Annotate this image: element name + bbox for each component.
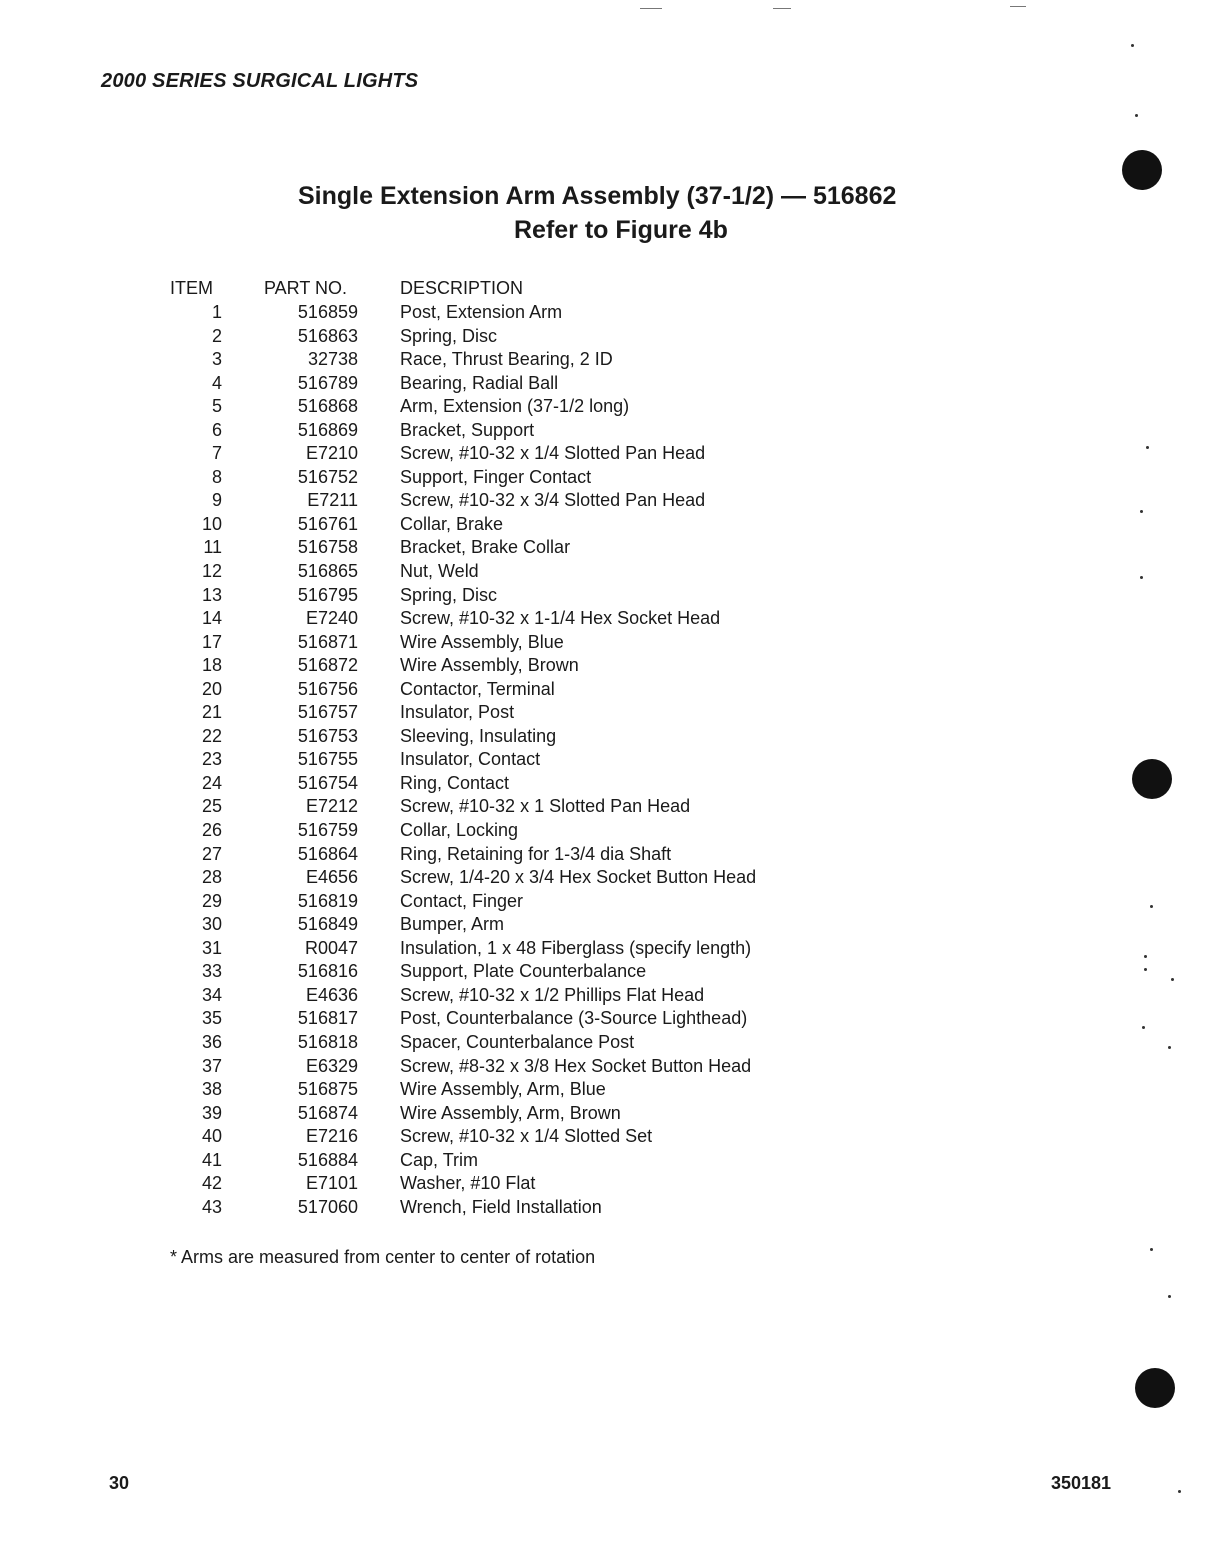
scan-speck	[1144, 955, 1147, 958]
document-number: 350181	[1051, 1473, 1112, 1493]
part-number: 516863	[297, 325, 358, 346]
item-number: 34	[201, 984, 222, 1005]
part-description: Bracket, Support	[400, 419, 535, 440]
scan-artifact	[773, 8, 791, 9]
part-number: 516761	[297, 513, 358, 534]
part-number: 516757	[297, 702, 358, 723]
item-number: 20	[201, 678, 222, 699]
item-number: 9	[211, 490, 222, 511]
part-number: 516754	[297, 772, 358, 793]
part-number: E7211	[307, 490, 358, 511]
part-description: Race, Thrust Bearing, 2 ID	[400, 349, 613, 370]
part-number: 516875	[297, 1079, 358, 1100]
part-number: 516871	[297, 631, 358, 652]
part-description: Screw, #10-32 x 3/4 Slotted Pan Head	[400, 490, 706, 511]
item-number: 2	[211, 325, 222, 346]
page-number: 30	[109, 1473, 130, 1493]
part-number: 516816	[297, 961, 358, 982]
part-description: Spring, Disc	[400, 325, 498, 346]
part-description: Contactor, Terminal	[400, 678, 555, 699]
part-number: 516872	[297, 655, 358, 676]
part-number: 516865	[297, 561, 358, 582]
part-description: Screw, #8-32 x 3/8 Hex Socket Button Head	[400, 1055, 752, 1076]
item-number: 40	[201, 1126, 222, 1147]
scan-speck	[1178, 1490, 1181, 1493]
item-number: 10	[201, 513, 222, 534]
part-number: R0047	[304, 937, 358, 958]
part-description: Wire Assembly, Arm, Brown	[400, 1102, 621, 1123]
item-number: 12	[201, 561, 222, 582]
footnote: * Arms are measured from center to center of rotation	[170, 1247, 596, 1267]
punch-hole-top	[1122, 150, 1162, 190]
part-description: Sleeving, Insulating	[400, 725, 557, 746]
item-number: 37	[201, 1055, 222, 1076]
part-number: 516817	[297, 1008, 358, 1029]
part-number: E4656	[305, 867, 358, 888]
part-description: Screw, #10-32 x 1 Slotted Pan Head	[400, 796, 691, 817]
part-description: Arm, Extension (37-1/2 long)	[400, 396, 630, 417]
part-number: E4636	[305, 984, 358, 1005]
item-number: 25	[201, 796, 222, 817]
scan-artifact	[1010, 6, 1026, 7]
part-description: Screw, 1/4-20 x 3/4 Hex Socket Button Head	[400, 867, 757, 888]
column-header-item: ITEM	[170, 278, 213, 298]
part-number: E7212	[305, 796, 358, 817]
part-number: E7216	[305, 1126, 358, 1147]
part-number: 516789	[297, 372, 358, 393]
part-number: 516755	[297, 749, 358, 770]
item-number: 13	[201, 584, 222, 605]
part-description: Insulation, 1 x 48 Fiberglass (specify length)	[400, 937, 752, 958]
scan-speck	[1171, 978, 1174, 981]
item-number: 41	[201, 1149, 222, 1170]
part-number: 516758	[297, 537, 358, 558]
title-line-figure-reference: Refer to Figure 4b	[514, 216, 728, 244]
part-number: 517060	[297, 1196, 358, 1217]
part-description: Collar, Brake	[400, 513, 504, 534]
running-header: 2000 SERIES SURGICAL LIGHTS	[101, 70, 419, 92]
item-number: 14	[201, 608, 222, 629]
item-number: 31	[201, 937, 222, 958]
part-description: Bearing, Radial Ball	[400, 372, 559, 393]
part-number: 516753	[297, 725, 358, 746]
part-description: Post, Extension Arm	[400, 302, 563, 322]
item-number: 21	[201, 702, 222, 723]
scan-artifact	[640, 8, 662, 9]
part-number: 516819	[297, 890, 358, 911]
part-description: Collar, Locking	[400, 820, 519, 841]
part-number: E6329	[305, 1055, 358, 1076]
part-number: 516849	[297, 914, 358, 935]
scan-speck	[1168, 1046, 1171, 1049]
part-number: 516869	[297, 419, 358, 440]
part-description: Support, Plate Counterbalance	[400, 961, 647, 982]
item-number: 42	[201, 1173, 222, 1194]
part-number: 516795	[297, 584, 358, 605]
part-description: Contact, Finger	[400, 890, 524, 911]
part-number: E7101	[305, 1173, 358, 1194]
part-description: Wire Assembly, Brown	[400, 655, 579, 676]
punch-hole-bottom	[1135, 1368, 1175, 1408]
item-number: 7	[211, 443, 222, 464]
item-number: 26	[201, 820, 222, 841]
part-description: Spring, Disc	[400, 584, 498, 605]
part-number: 516859	[297, 302, 358, 322]
scan-speck	[1168, 1295, 1171, 1298]
scan-speck	[1150, 905, 1153, 908]
column-header-part-no: PART NO.	[264, 278, 348, 298]
part-description: Bumper, Arm	[400, 914, 505, 935]
part-number: E7240	[305, 608, 358, 629]
part-description: Washer, #10 Flat	[400, 1173, 536, 1194]
item-number: 17	[201, 631, 222, 652]
part-description: Screw, #10-32 x 1/4 Slotted Set	[400, 1126, 653, 1147]
column-header-description: DESCRIPTION	[400, 278, 524, 298]
scan-speck	[1150, 1248, 1153, 1251]
part-number: 516756	[297, 678, 358, 699]
part-description: Cap, Trim	[400, 1149, 479, 1170]
scan-speck	[1135, 114, 1138, 117]
part-number: 516884	[297, 1149, 358, 1170]
part-number: 516752	[297, 466, 358, 487]
item-number: 4	[211, 372, 222, 393]
punch-hole-middle	[1132, 759, 1172, 799]
item-number: 5	[211, 396, 222, 417]
scan-speck	[1142, 1026, 1145, 1029]
part-description: Spacer, Counterbalance Post	[400, 1031, 635, 1052]
part-description: Bracket, Brake Collar	[400, 537, 571, 558]
item-number: 11	[203, 537, 222, 558]
part-description: Wire Assembly, Arm, Blue	[400, 1079, 606, 1100]
item-number: 24	[201, 772, 222, 793]
item-number: 23	[201, 749, 222, 770]
item-number: 33	[201, 961, 222, 982]
item-number: 1	[211, 302, 222, 322]
part-description: Screw, #10-32 x 1/4 Slotted Pan Head	[400, 443, 706, 464]
item-number: 28	[201, 867, 222, 888]
part-number: 516868	[297, 396, 358, 417]
item-number: 27	[201, 843, 222, 864]
title-line-assembly: Single Extension Arm Assembly (37-1/2) — 516862	[298, 182, 897, 210]
item-number: 43	[201, 1196, 222, 1217]
scan-speck	[1140, 510, 1143, 513]
part-description: Screw, #10-32 x 1/2 Phillips Flat Head	[400, 984, 705, 1005]
item-number: 39	[201, 1102, 222, 1123]
part-number: E7210	[305, 443, 358, 464]
item-number: 29	[201, 890, 222, 911]
part-description: Insulator, Contact	[400, 749, 541, 770]
part-description: Ring, Contact	[400, 772, 510, 793]
part-description: Post, Counterbalance (3-Source Lighthead)	[400, 1008, 748, 1029]
part-description: Screw, #10-32 x 1-1/4 Hex Socket Head	[400, 608, 721, 629]
scan-speck	[1131, 44, 1134, 47]
item-number: 22	[201, 725, 222, 746]
part-description: Support, Finger Contact	[400, 466, 592, 487]
item-number: 38	[201, 1079, 222, 1100]
scan-speck	[1140, 576, 1143, 579]
item-number: 18	[201, 655, 222, 676]
item-number: 6	[211, 419, 222, 440]
item-number: 3	[211, 349, 222, 370]
item-number: 36	[201, 1031, 222, 1052]
part-number: 516864	[297, 843, 358, 864]
part-description: Wire Assembly, Blue	[400, 631, 564, 652]
part-number: 516874	[297, 1102, 358, 1123]
part-description: Wrench, Field Installation	[400, 1196, 602, 1217]
scan-speck	[1144, 968, 1147, 971]
part-description: Insulator, Post	[400, 702, 515, 723]
item-number: 35	[201, 1008, 222, 1029]
part-number: 516759	[297, 820, 358, 841]
item-number: 8	[211, 466, 222, 487]
part-number: 516818	[297, 1031, 358, 1052]
scan-speck	[1146, 446, 1149, 449]
item-number: 30	[201, 914, 222, 935]
part-description: Ring, Retaining for 1-3/4 dia Shaft	[400, 843, 672, 864]
part-number: 32738	[307, 349, 358, 370]
part-description: Nut, Weld	[400, 561, 479, 582]
